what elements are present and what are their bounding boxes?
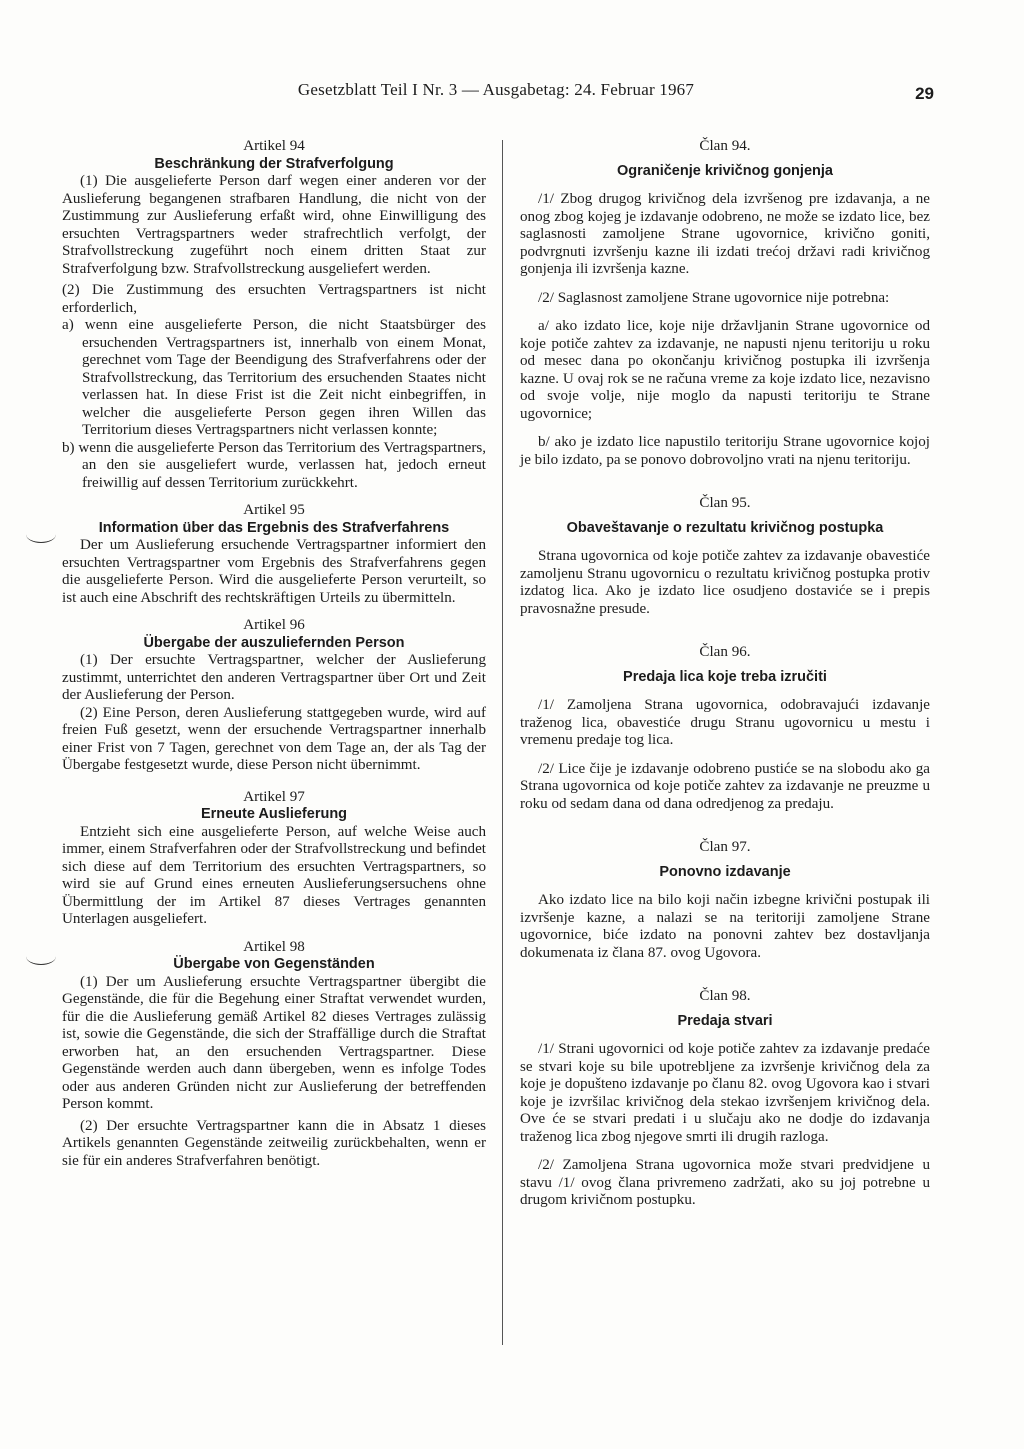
article-heading: Erneute Auslieferung <box>200 806 348 822</box>
paragraph: (2) Eine Person, deren Auslieferung stattgegeben wurde, wird auf freien Fuß gesetzt, wenn der ersuchende Vertragspartner innerhalb einer Frist von 7 Tagen, gerechnet von dem Tage an, der als Tag der Übergabe festgesetzt wurde, diese Person nicht übernimmt. <box>62 704 486 773</box>
paragraph: /1/ Strani ugovornici od koje potiče zahtev za izdavanje predaće se stvari koje su bile upotrebljene za izvršenje krivičnog dela za koje je dopušteno izdavanje po članu 82. ovog Ugovora kao i stvari koje je izvršilac krivičnog dela stekao izvršenjem krivičnog dela. Ove će se stvari predati i u slučaju ako ne dodje do izdavanja traženog lica zbog njegove smrti ili drugih razloga. <box>520 1041 930 1145</box>
article-heading: Predaja stvari <box>677 1012 773 1029</box>
list-item: b) wenn die ausgelieferte Person das Territorium des Vertragspartners, an den sie ausgeliefert wurde, verlassen hat, jedoch erneut freiwillig auf dessen Territorium zurückkehrt. <box>62 439 486 491</box>
article-title: Član 97. <box>699 839 751 855</box>
list-item: a) wenn eine ausgelieferte Person, die nicht Staatsbürger des ersuchenden Vertragspartners ist, innerhalb von einem Monat, gerechnet vom Tage der Beendigung des Strafverfahrens oder der Strafvollstreckung, das Territorium des ersuchenden Staates nicht verlassen hat. In diese Frist ist die Zeit nicht einbegriffen, in welcher die ausgelieferte Person gegen ihren Willen das Territorium dieses Vertragspartners nicht verlassen konnte; <box>62 317 486 438</box>
article-heading: Übergabe von Gegenständen <box>173 956 375 972</box>
paragraph: /1/ Zbog drugog krivičnog dela izvršenog pre izdavanja, a ne onog zbog kojeg je izdavanje odobreno, ne može se izdato lice, bez saglasnosti zamoljene Strane ugovornice, krivično goniti, podvrgnuti izvršenju kazne ili izdati trećoj državi radi krivičnog gonjenja ili izvršenja kazne. <box>520 191 930 277</box>
list-item: b/ ako je izdato lice napustilo teritoriju Strane ugovornice kojoj je bilo izdato, pa se ponovo dobrovoljno vrati na njenu teritoriju. <box>520 434 930 468</box>
paragraph: (2) Der ersuchte Vertragspartner kann die in Absatz 1 dieses Artikels genannten Gegenstände zeitweilig zurückbehalten, wenn er sie für ein anderes Strafverfahren benötigt. <box>62 1117 486 1169</box>
article-title: Artikel 98 <box>243 938 305 955</box>
article-heading: Predaja lica koje treba izručiti <box>623 668 827 685</box>
article-title: Član 98. <box>699 988 751 1004</box>
paragraph: (1) Der ersuchte Vertragspartner, welcher der Auslieferung zustimmt, unterrichtet den anderen Vertragspartner über Ort und Zeit der Auslieferung der Person. <box>62 652 486 703</box>
serbocroatian-column <box>520 138 930 1221</box>
column-divider <box>502 140 503 1345</box>
article-heading: Ograničenje krivičnog gonjenja <box>617 162 833 179</box>
article-title: Član 94. <box>699 138 751 154</box>
paragraph: Strana ugovornica od koje potiče zahtev za izdavanje obavestiće zamoljenu Stranu ugovornicu o rezultatu krivičnog postupka protiv izdatog lica. Ako je izdato lice osudjeno dostaviće se i prepis pravosnažne presude. <box>520 548 930 617</box>
paragraph: Der um Auslieferung ersuchende Vertragspartner informiert den ersuchten Vertragspartner vom Ergebnis des Strafverfahrens gegen die ausgelieferte Person. Wird die ausgelieferte Person verurteilt, so ist auch eine Abschrift des rechtskräftigen Urteils zu übermitteln. <box>62 537 486 606</box>
article-title: Artikel 95 <box>243 502 305 518</box>
paragraph: (2) Die Zustimmung des ersuchten Vertragspartners ist nicht erforderlich, <box>62 282 486 316</box>
paragraph: /2/ Zamoljena Strana ugovornica može stvari predvidjene u stavu /1/ ovog člana privremeno zadržati, ako su joj potrebne u drugom krivičnom postupku. <box>520 1157 930 1208</box>
paragraph: /1/ Zamoljena Strana ugovornica, odobravajući izdavanje traženog lica, obavestiće drugu Stranu ugovornicu u mestu i vremenu predaje tog lica. <box>520 697 930 748</box>
list-item: a/ ako izdato lice, koje nije državljanin Strane ugovornice od koje potiče zahtev za izdavanje, ne napusti njenu teritoriju u roku od mesec dana po okončanju krivičnog postupka ili izvršenja kazne. U ovaj rok se ne računa vreme za koje izdato lice, nezavisno od svoje volje, nije moglo da napusti teritoriju te Strane ugovornice; <box>520 318 930 422</box>
running-header: Gesetzblatt Teil I Nr. 3 — Ausgabetag: 24. Februar 1967 <box>297 80 695 99</box>
margin-mark <box>26 948 56 965</box>
margin-mark <box>26 526 56 543</box>
article-heading: Obaveštavanje o rezultatu krivičnog postupka <box>566 519 884 536</box>
article-title: Član 95. <box>699 495 751 511</box>
paragraph: Entzieht sich eine ausgelieferte Person, auf welche Weise auch immer, einem Strafverfahren oder der Strafvollstreckung und befindet sich diese auf dem Territorium des ersuchten Vertragspartners, so wird sie auf Grund eines erneuten Auslieferungsersuchens ohne Übermittlung der im Artikel 87 dieses Vertrages genannten Unterlagen ausgeliefert. <box>62 823 486 927</box>
paragraph: /2/ Saglasnost zamoljene Strane ugovornice nije potrebna: <box>538 289 890 306</box>
article-heading: Beschränkung der Strafverfolgung <box>154 155 394 172</box>
german-column <box>62 138 486 1170</box>
article-title: Artikel 94 <box>243 138 305 154</box>
article-title: Član 96. <box>699 644 751 660</box>
article-title: Artikel 97 <box>243 788 305 805</box>
article-heading: Information über das Ergebnis des Strafverfahrens <box>98 519 450 536</box>
paragraph: (1) Der um Auslieferung ersuchte Vertragspartner übergibt die Gegenstände, die für die Begehung einer Straftat verwendet wurden, für die die Auslieferung gemäß Artikel 82 dieses Vertrages zulässig ist, sowie die Gegenstände, die sich der Straffällige durch die Straftat erworben hat, an den ersuchenden Vertragspartner. Diese Gegenstände werden auch dann übergeben, wenn es infolge Todes oder aus anderen Gründen nicht zur Auslieferung der betreffenden Person kommt. <box>62 973 486 1112</box>
article-title: Artikel 96 <box>243 617 305 633</box>
page-number: 29 <box>915 84 934 103</box>
paragraph: /2/ Lice čije je izdavanje odobreno pustiće se na slobodu ako ga Strana ugovornica od koje potiče zahtev za izdavanje ne preuzme u roku od sedam dana od dana odredjenog za predaju. <box>520 760 930 812</box>
paragraph: Ako izdato lice na bilo koji način izbegne krivični postupak ili izvršenje kazne, a nalazi se na teritoriji zamoljene Strane ugovornice, biće izdato na ponovni zahtev bez dostavljanja dokumenata iz člana 87. ovog Ugovora. <box>520 892 930 961</box>
paragraph: (1) Die ausgelieferte Person darf wegen einer anderen vor der Auslieferung begangenen strafbaren Handlung, die nicht von der Zustimmung zur Auslieferung erfaßt wird, ohne Einwilligung des ersuchten Vertragspartners weder strafrechtlich verfolgt, der Strafvollstreckung zugeführt noch einem dritten Staat zur Strafverfolgung bzw. Strafvollstreckung ausgeliefert werden. <box>62 173 486 277</box>
article-heading: Ponovno izdavanje <box>659 863 791 880</box>
article-heading: Übergabe der auszuliefernden Person <box>143 634 405 651</box>
